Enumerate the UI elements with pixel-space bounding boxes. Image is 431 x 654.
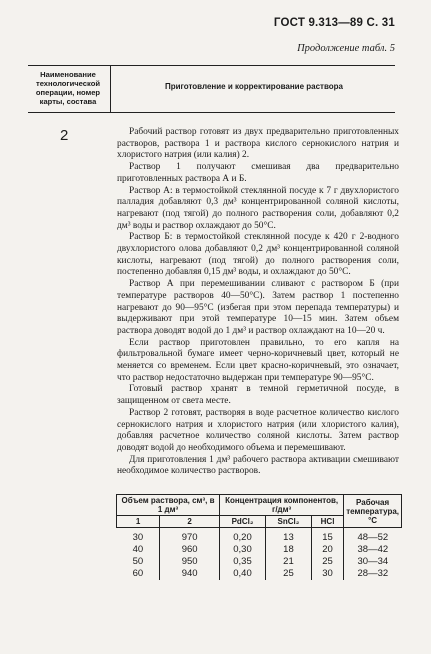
cell: 960 xyxy=(160,544,220,556)
header-divider xyxy=(110,65,111,113)
continuation-label: Продолжение табл. 5 xyxy=(297,43,395,54)
paragraph: Раствор 2 готовят, растворяя в воде расчетное количество кислого сернокислого натрия и хлористого натрия (или хлористого калия), добавляя расчетное количество соляной кислоты. Затем раствор доводят водой до необходимого объема и перемешивают. xyxy=(117,407,399,453)
cell: 940 xyxy=(160,568,220,580)
cell: 25 xyxy=(311,556,343,568)
cell: 0,20 xyxy=(220,528,266,545)
cell: 25 xyxy=(265,568,311,580)
cell: 50 xyxy=(132,556,144,567)
paragraph: Раствор А при перемешивании сливают с раствором Б (при температуре растворов 40—50°С). Затем раствор 1 постепенно нагревают до 90—95°С (избегая при этом перепада температуры) и выдерживают при этой температуре 10—15 мин. Затем объем раствора доводят водой до 1 дм³ и раствор охлаждают на 10—20 ч. xyxy=(117,279,399,336)
column-header-operation: Наименование технологической операции, номер карты, состава xyxy=(35,70,101,106)
paragraph: Для приготовления 1 дм³ рабочего раствора активации смешивают необходимое количество растворов. xyxy=(117,454,399,477)
cell: 30 xyxy=(311,568,343,580)
paragraph: Раствор Б: в термостойкой стеклянной посуде к 420 г 2-водного двухлористого олова добавляют 0,2 дм³ концентрированной соляной кислоты, нагревают (под тягой) до полного растворения соли, постепенно добавляя 0,15 дм³ воды, и охлаждают до 50°С. xyxy=(117,232,399,278)
head-volume: Объем раствора, см³, в 1 дм³ xyxy=(117,495,220,516)
cell: 30 xyxy=(132,532,144,543)
mixing-table xyxy=(116,494,402,580)
cell: 28—32 xyxy=(344,568,402,580)
table-row xyxy=(117,556,402,568)
paragraph: Если раствор приготовлен правильно, то его капля на фильтровальной бумаге имеет черно-коричневый цвет, который не меняется со временем. Если цвет красно-коричневый, это означает, что раствор недостаточно выдержан при температуре 90—95°С. xyxy=(117,337,399,383)
cell: 970 xyxy=(160,528,220,545)
header-bottom-rule xyxy=(28,112,395,113)
subhead-sncl2: SnCl₂ xyxy=(265,516,311,528)
cell: 20 xyxy=(311,544,343,556)
cell: 30—34 xyxy=(344,556,402,568)
cell: 40 xyxy=(132,544,144,555)
head-concentration: Концентрация компонентов, г/дм³ xyxy=(220,495,344,516)
cell: 0,35 xyxy=(220,556,266,568)
row-number: 2 xyxy=(60,127,69,144)
preparation-text xyxy=(117,127,399,478)
cell: 950 xyxy=(160,556,220,568)
standard-header: ГОСТ 9.313—89 С. 31 xyxy=(273,17,395,29)
subhead-1: 1 xyxy=(117,516,160,528)
cell: 18 xyxy=(265,544,311,556)
cell: 0,30 xyxy=(220,544,266,556)
top-rule xyxy=(28,65,395,66)
cell: 38—42 xyxy=(344,544,402,556)
cell: 0,40 xyxy=(220,568,266,580)
cell: 13 xyxy=(265,528,311,545)
head-temperature: Рабочая температура, °С xyxy=(344,495,402,528)
column-header-preparation: Приготовление и корректирование раствора xyxy=(164,82,343,91)
table-row xyxy=(117,528,402,545)
subhead-2: 2 xyxy=(160,516,220,528)
cell: 48—52 xyxy=(344,528,402,545)
paragraph: Готовый раствор хранят в темной герметичной посуде, в защищенном от света месте. xyxy=(117,384,399,407)
paragraph: Раствор 1 получают смешивая два предварительно приготовленных раствора А и Б. xyxy=(117,162,399,184)
cell: 15 xyxy=(311,528,343,545)
subhead-hcl: HCl xyxy=(311,516,343,528)
paragraph: Рабочий раствор готовят из двух предварительно приготовленных растворов, раствора 1 и раствора кислого сернокислого натрия и хлористого натрия (или калия) 2. xyxy=(117,127,399,161)
cell: 21 xyxy=(265,556,311,568)
table-row xyxy=(117,568,402,580)
cell: 60 xyxy=(132,568,144,579)
subhead-pdcl2: PdCl₂ xyxy=(220,516,266,528)
table-row xyxy=(117,544,402,556)
paragraph: Раствор А: в термостойкой стеклянной посуде к 7 г двухлористого палладия добавляют 0,3 дм³ концентрированной соляной кислоты, нагревают (под тягой) до полного растворения соли, добавляют 0,2 дм³ воды и раствор охлаждают до 50°С. xyxy=(117,185,399,231)
